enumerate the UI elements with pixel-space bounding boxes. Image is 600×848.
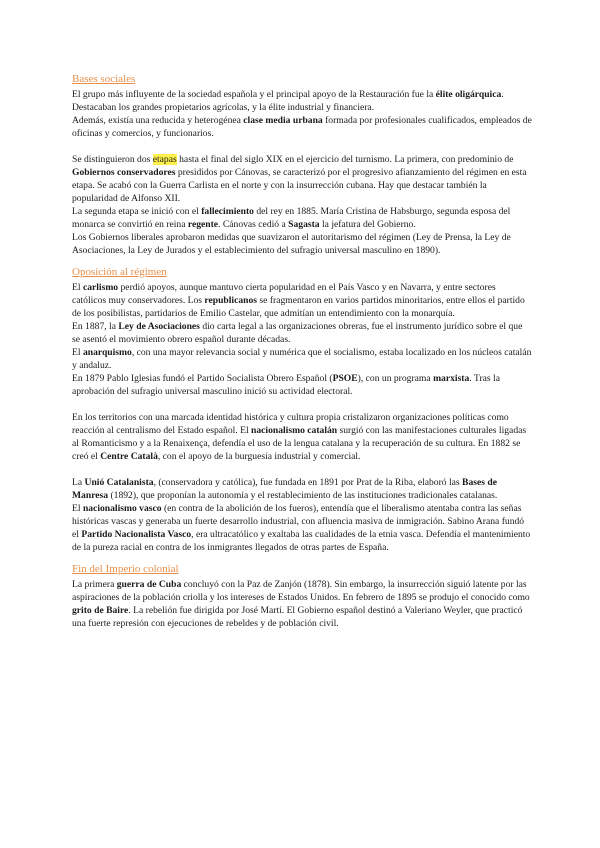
document-page bbox=[72, 72, 532, 630]
paragraph: En 1887, la Ley de Asociaciones dio carta legal a las organizaciones obreras, fue el instrumento jurídico sobre el que se asentó el movimiento obrero español durante décadas. bbox=[72, 321, 523, 345]
paragraph: Los Gobiernos liberales aprobaron medidas que suavizaron el autoritarismo del régimen (Ley de Prensa, la Ley de Asociaciones, la Ley de Jurados y el establecimiento del sufragio universal masculino en 1890). bbox=[72, 232, 511, 256]
paragraph: La primera guerra de Cuba concluyó con la Paz de Zanjón (1878). Sin embargo, la insurrección siguió latente por las aspiraciones de la población criolla y los intereses de Estados Unidos. En febrero de 1895 se produjo el conocido como grito de Baire. La rebelión fue dirigida por José Martí. El Gobierno español destinó a Valeriano Weyler, que practicó una fuerte represión con ejecuciones de rebeldes y de población civil. bbox=[72, 579, 530, 629]
section-heading-bases-sociales: Bases sociales bbox=[72, 73, 136, 85]
highlighted-word: etapas bbox=[152, 154, 177, 165]
section-heading-fin-imperio: Fin del Imperio colonial bbox=[72, 563, 179, 575]
paragraph: El grupo más influyente de la sociedad española y el principal apoyo de la Restauración fue la élite oligárquica. Destacaban los grandes propietarios agrícolas, y la élite industrial y financiera. bbox=[72, 89, 504, 113]
paragraph: Además, existía una reducida y heterogénea clase media urbana formada por profesionales cualificados, empleados de oficinas y comercios, y funcionarios. bbox=[72, 115, 532, 139]
paragraph: El nacionalismo vasco (en contra de la abolición de los fueros), entendía que el liberalismo atentaba contra las señas históricas vascas y generaba un fuerte desarrollo industrial, con afluencia masiva de inmigración. Sabino Arana fundó el Partido Nacionalista Vasco, era ultracatólico y exaltaba las cualidades de la etnia vasca. Defendía el mantenimiento de la pureza racial en contra de los inmigrantes llegados de otras partes de España. bbox=[72, 503, 531, 553]
paragraph: El anarquismo, con una mayor relevancia social y numérica que el socialismo, estaba localizado en los núcleos catalán y andaluz. bbox=[72, 347, 532, 371]
paragraph: El carlismo perdió apoyos, aunque mantuvo cierta popularidad en el País Vasco y en Navarra, y entre sectores católicos muy conservadores. Los republicanos se fragmentaron en varios partidos minoritarios, entre ellos el partido de los posibilistas, partidarios de Emilio Castelar, que admitían un entendimiento con la monarquía. bbox=[72, 282, 525, 319]
paragraph: La Unió Catalanista, (conservadora y católica), fue fundada en 1891 por Prat de la Riba, elaboró las Bases de Manresa (1892), que proponían la autonomía y el restablecimiento de las instituciones tradicionales catalanas. bbox=[72, 477, 498, 501]
section-heading-oposicion: Oposición al régimen bbox=[72, 266, 167, 278]
paragraph: En 1879 Pablo Iglesias fundó el Partido Socialista Obrero Español (PSOE), con un programa marxista. Tras la aprobación del sufragio universal masculino inició su actividad electoral. bbox=[72, 373, 500, 397]
paragraph: En los territorios con una marcada identidad histórica y cultura propia cristalizaron organizaciones políticas como reacción al centralismo del Estado español. El nacionalismo catalán surgió con las manifestaciones culturales ligadas al Romanticismo y a la Renaixença, defendía el uso de la lengua catalana y la recuperación de su cultura. En 1882 se creó el Centre Català, con el apoyo de la burguesía industrial y comercial. bbox=[72, 412, 527, 462]
paragraph: La segunda etapa se inició con el fallecimiento del rey en 1885. María Cristina de Habsburgo, segunda esposa del monarca se convirtió en reina regente. Cánovas cedió a Sagasta la jefatura del Gobierno. bbox=[72, 206, 511, 230]
paragraph: Se distinguieron dos etapas hasta el final del siglo XIX en el ejercicio del turnismo. La primera, con predominio de Gobiernos conservadores presididos por Cánovas, se caracterizó por el progresivo afianzamiento del régimen en esta etapa. Se acabó con la Guerra Carlista en el norte y con la insurrección cubana. Hay que destacar también la popularidad de Alfonso XII. bbox=[72, 154, 527, 204]
